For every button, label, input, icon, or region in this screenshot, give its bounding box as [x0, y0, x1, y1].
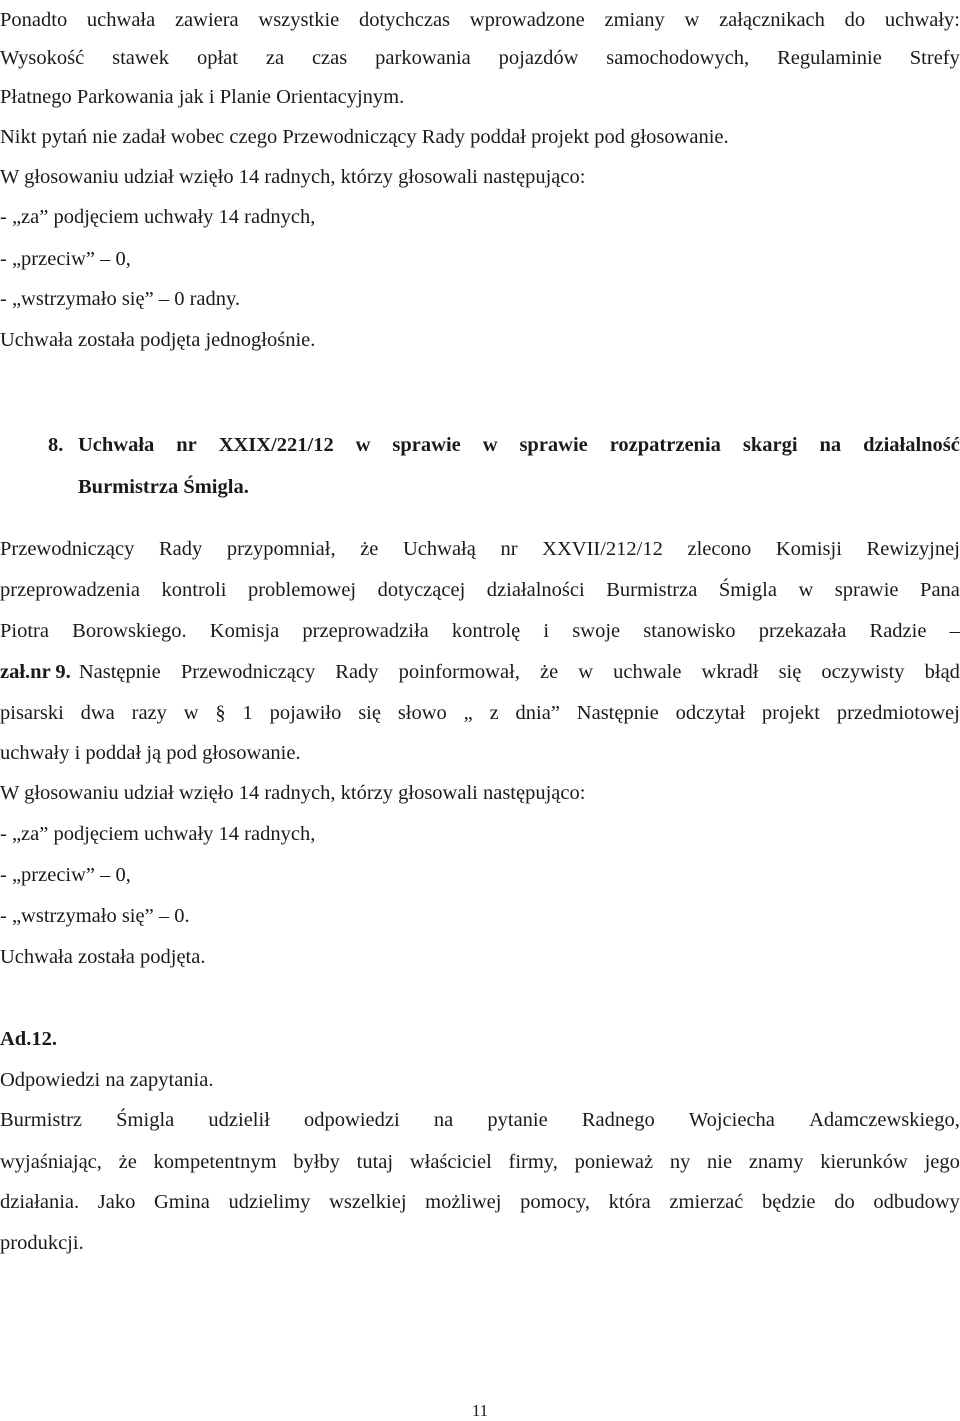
result-line: Uchwała została podjęta jednogłośnie. [0, 329, 316, 351]
vote-against-line: - „przeciw” – 0, [0, 248, 131, 270]
text-line: Płatnego Parkowania jak i Planie Orientacyjnym. [0, 86, 405, 108]
vote-for-line: - „za” podjęciem uchwały 14 radnych, [0, 823, 316, 845]
text-line: Wysokość stawek opłat za czas parkowania pojazdów samochodowych, Regulaminie Strefy [0, 47, 960, 69]
section-title-line-2: Burmistrza Śmigla. [78, 476, 249, 498]
paragraph-line: Piotra Borowskiego. Komisja przeprowadziła kontrolę i swoje stanowisko przekazała Radzie – [0, 620, 960, 642]
paragraph-line: produkcji. [0, 1232, 84, 1254]
text-line: Nikt pytań nie zadał wobec czego Przewodniczący Rady poddał projekt pod głosowanie. [0, 126, 729, 148]
vote-against-line: - „przeciw” – 0, [0, 864, 131, 886]
text-line: W głosowaniu udział wzięło 14 radnych, którzy głosowali następująco: [0, 782, 586, 804]
text-line: Ponadto uchwała zawiera wszystkie dotychczas wprowadzone zmiany w załącznikach do uchwały: [0, 9, 960, 31]
section-number: 8. [48, 434, 64, 456]
result-line: Uchwała została podjęta. [0, 946, 206, 968]
paragraph-line: wyjaśniając, że kompetentnym byłby tutaj właściciel firmy, ponieważ ny nie znamy kierunków jego [0, 1151, 960, 1173]
vote-abstain-line: - „wstrzymało się” – 0. [0, 905, 190, 927]
vote-for-line: - „za” podjęciem uchwały 14 radnych, [0, 206, 316, 228]
section-title [78, 433, 960, 457]
paragraph-line: Przewodniczący Rady przypomniał, że Uchwałą nr XXVII/212/12 zlecono Komisji Rewizyjnej [0, 538, 960, 560]
agenda-item-heading: Ad.12. [0, 1028, 57, 1050]
section-title-line-1: Uchwała nr XXIX/221/12 w sprawie w sprawie rozpatrzenia skargi na działalność [78, 434, 960, 456]
paragraph-line: działania. Jako Gmina udzielimy wszelkiej możliwej pomocy, która zmierzać będzie do odbudowy [0, 1191, 960, 1213]
vote-abstain-line: - „wstrzymało się” – 0 radny. [0, 288, 241, 310]
paragraph-line [0, 660, 960, 684]
paragraph-line: przeprowadzenia kontroli problemowej dotyczącej działalności Burmistrza Śmigla w sprawie Pana [0, 579, 960, 601]
paragraph-line: uchwały i poddał ją pod głosowanie. [0, 742, 301, 764]
attachment-ref: zał.nr 9. [0, 661, 71, 683]
agenda-item-title: Odpowiedzi na zapytania. [0, 1069, 214, 1091]
text-line: W głosowaniu udział wzięło 14 radnych, którzy głosowali następująco: [0, 166, 586, 188]
paragraph-line-rest: Następnie Przewodniczący Rady poinformował, że w uchwale wkradł się oczywisty błąd [78, 661, 960, 683]
paragraph-line: pisarski dwa razy w § 1 pojawiło się słowo „ z dnia” Następnie odczytał projekt przedmiotowej [0, 702, 960, 724]
paragraph-line: Burmistrz Śmigla udzielił odpowiedzi na pytanie Radnego Wojciecha Adamczewskiego, [0, 1109, 960, 1131]
page-number: 11 [471, 1401, 489, 1420]
